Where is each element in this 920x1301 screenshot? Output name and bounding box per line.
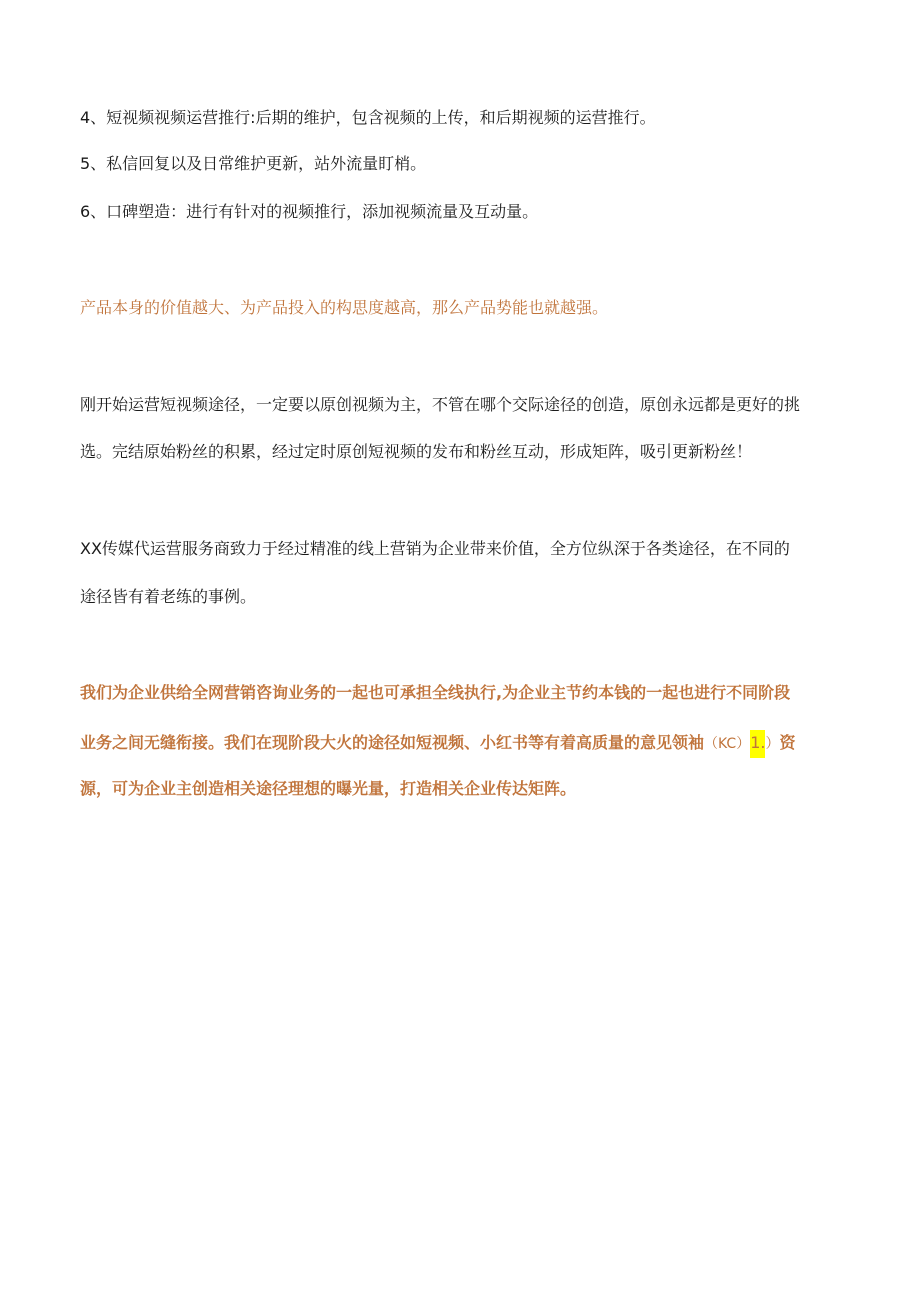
list-item-4: 4、短视频视频运营推行:后期的维护，包含视频的上传，和后期视频的运营推行。 — [80, 108, 656, 127]
paragraph-1-line-2: 选。完结原始粉丝的积累，经过定时原创短视频的发布和粉丝互动，形成矩阵，吸引更新粉丝！ — [80, 442, 753, 461]
closing-paren: ） — [765, 736, 780, 752]
paragraph-3-line-1: 我们为企业供给全网营销咨询业务的一起也可承担全线执行,为企业主节约本钱的一起也进行不同阶段 — [80, 683, 791, 702]
paragraph-2-line-2: 途径皆有着老练的事例。 — [80, 587, 257, 606]
paragraph-3-line-2-text: 业务之间无缝衔接。我们在现阶段大火的途径如短视频、小红书等有着高质量的意见领袖 — [80, 733, 705, 752]
paragraph-3-line-2-end: 资 — [779, 733, 796, 752]
list-item-6: 6、口碑塑造：进行有针对的视频推行，添加视频流量及互动量。 — [80, 202, 539, 221]
paragraph-2-line-1: XX传媒代运营服务商致力于经过精准的线上营销为企业带来价值，全方位纵深于各类途径，在不同的 — [80, 539, 790, 558]
reference-highlight: 1. — [750, 730, 765, 758]
highlight-sentence: 产品本身的价值越大、为产品投入的构思度越高，那么产品势能也就越强。 — [80, 298, 609, 317]
list-item-5: 5、私信回复以及日常维护更新，站外流量盯梢。 — [80, 154, 427, 173]
paragraph-1-line-1: 刚开始运营短视频途径，一定要以原创视频为主，不管在哪个交际途径的创造，原创永远都是更好的挑 — [80, 395, 801, 414]
paragraph-3-line-3: 源，可为企业主创造相关途径理想的曝光量，打造相关企业传达矩阵。 — [80, 779, 577, 798]
kc-abbreviation: （KC） — [704, 736, 751, 752]
paragraph-3-line-2 — [80, 730, 796, 758]
